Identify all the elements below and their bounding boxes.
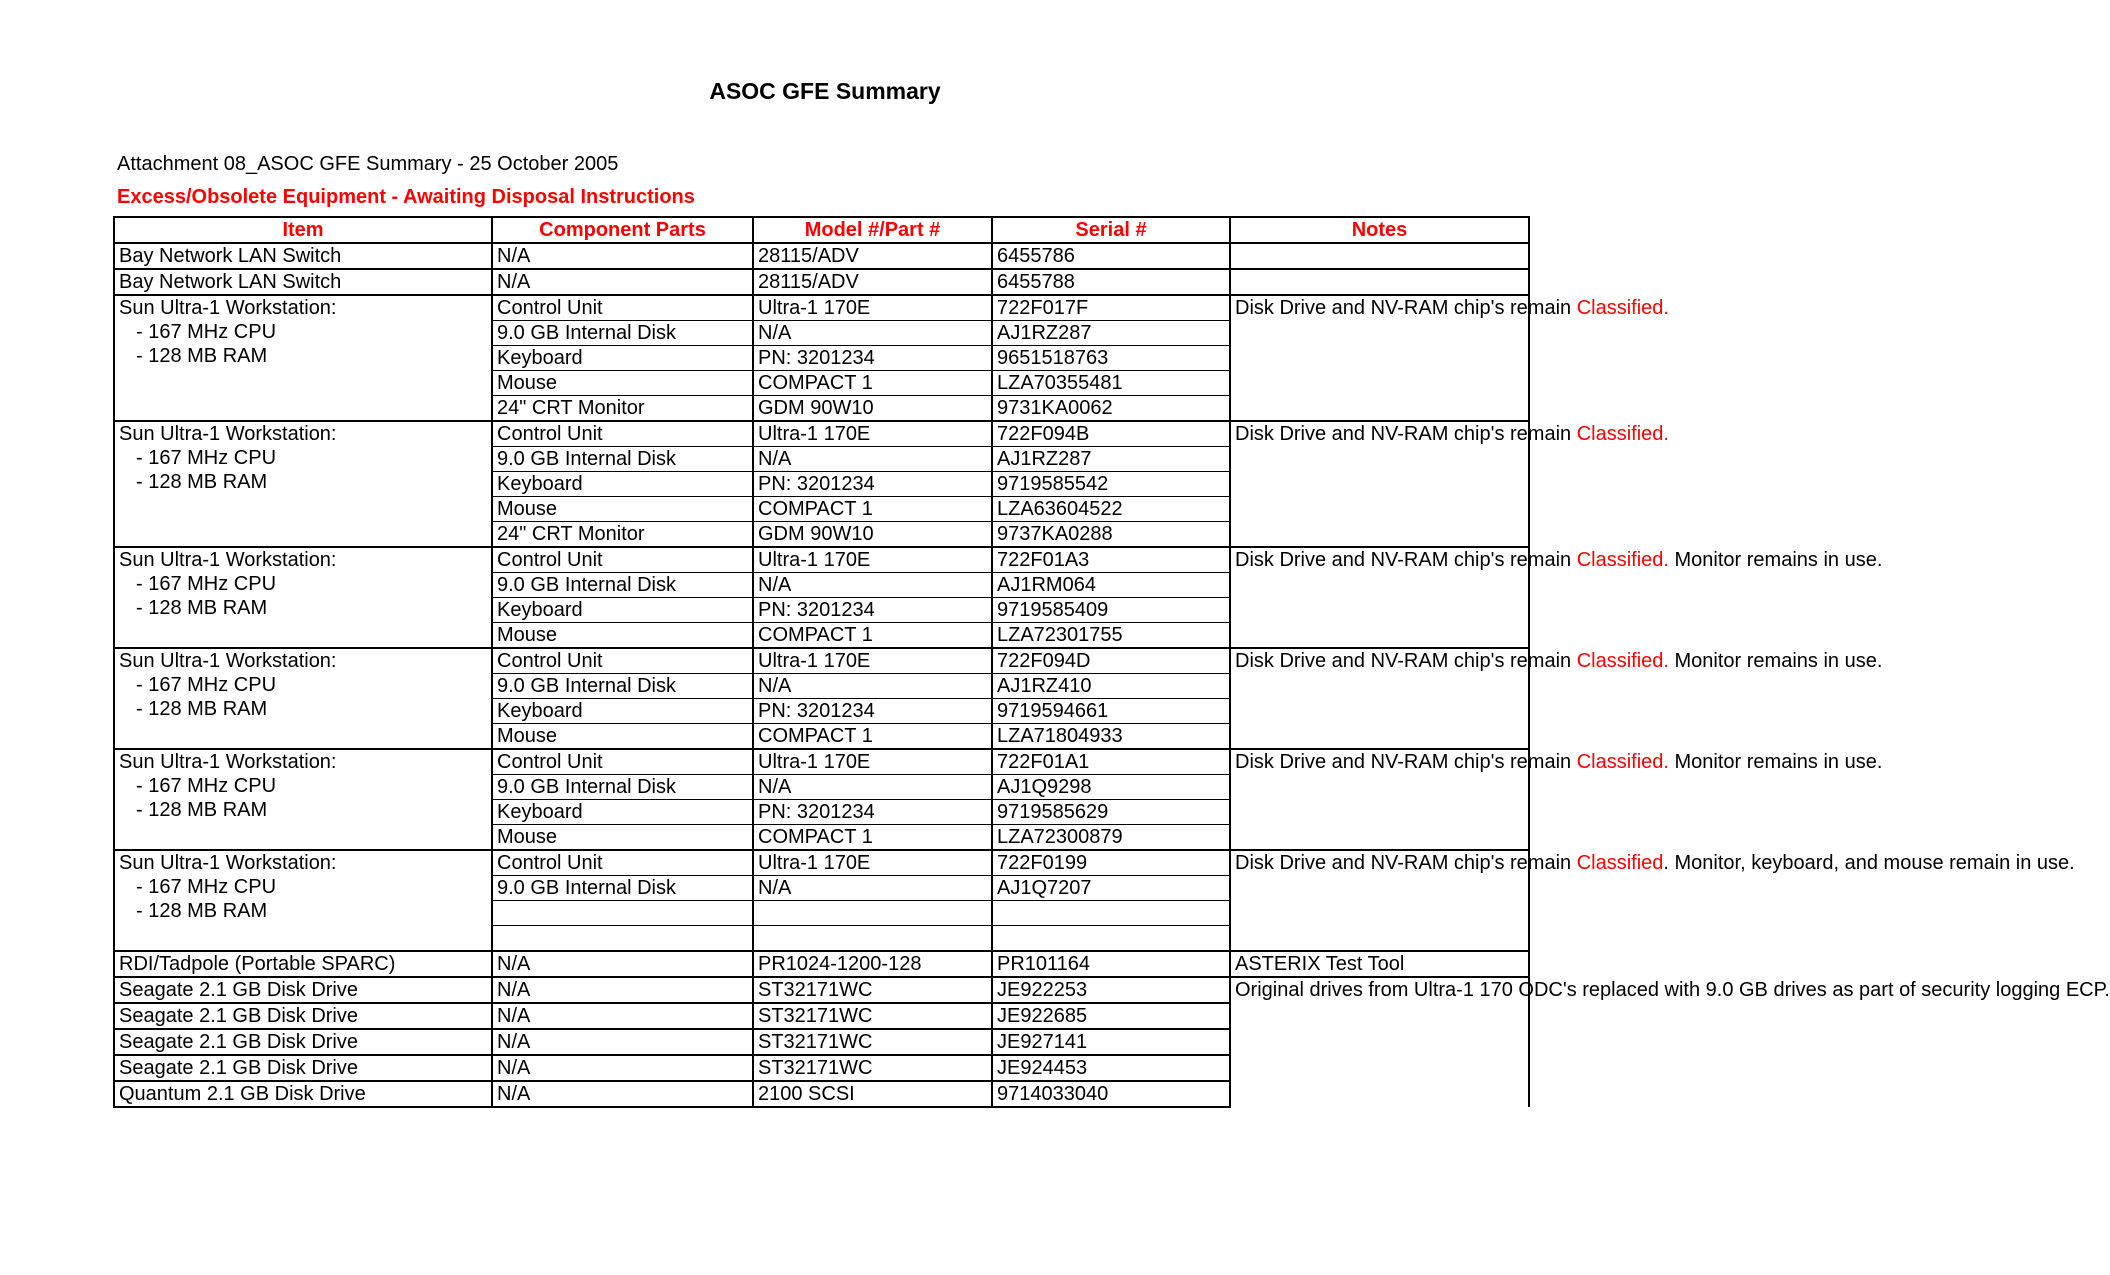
serial-cell: PR101164 [992,951,1230,977]
table-row [114,648,1529,674]
model-cell: PN: 3201234 [753,472,992,497]
item-cell [114,951,492,977]
component-part-cell: Mouse [492,623,753,649]
serial-cell [992,901,1230,926]
serial-cell: AJ1RZ287 [992,447,1230,472]
serial-cell: JE927141 [992,1029,1230,1055]
component-part-cell: 9.0 GB Internal Disk [492,573,753,598]
item-spec: - 128 MB RAM [136,471,268,493]
component-part-cell: N/A [492,1081,753,1107]
component-part-cell: N/A [492,1055,753,1081]
component-part-cell: Keyboard [492,472,753,497]
item-spec: - 128 MB RAM [136,900,268,922]
component-part-cell: 9.0 GB Internal Disk [492,775,753,800]
serial-cell: JE922253 [992,977,1230,1003]
model-cell: Ultra-1 170E [753,295,992,321]
notes-cell [1230,749,1883,850]
classified-label: Classified. [1576,549,1669,571]
serial-cell: 9714033040 [992,1081,1230,1107]
component-part-cell: N/A [492,1029,753,1055]
model-cell: COMPACT 1 [753,497,992,522]
model-cell: GDM 90W10 [753,522,992,548]
table-row [114,951,1529,977]
model-cell: PN: 3201234 [753,800,992,825]
item-spec: - 128 MB RAM [136,698,268,720]
model-cell: PN: 3201234 [753,598,992,623]
classified-label: Classified. [1576,423,1669,445]
section-heading: Excess/Obsolete Equipment - Awaiting Disposal Instructions [117,186,695,208]
table-row [114,547,1529,573]
component-part-cell: Keyboard [492,800,753,825]
serial-cell: 9731KA0062 [992,396,1230,422]
notes-text: Disk Drive and NV-RAM chip's remain [1235,751,1577,773]
component-part-cell: Mouse [492,497,753,522]
serial-cell: JE924453 [992,1055,1230,1081]
model-cell: N/A [753,447,992,472]
table-row [114,850,1529,876]
item-cell [114,269,492,295]
component-part-cell: Control Unit [492,749,753,775]
model-cell: ST32171WC [753,1029,992,1055]
classified-label: Classified. [1576,650,1669,672]
table-body [114,243,2110,1107]
serial-cell: AJ1Q7207 [992,876,1230,901]
model-cell: Ultra-1 170E [753,648,992,674]
model-cell: Ultra-1 170E [753,547,992,573]
model-cell: N/A [753,573,992,598]
notes-cell [1230,243,1529,269]
component-part-cell: 24" CRT Monitor [492,396,753,422]
model-cell: PR1024-1200-128 [753,951,992,977]
table-row [114,977,1529,1003]
notes-cell [1230,850,2075,951]
model-cell: GDM 90W10 [753,396,992,422]
model-cell: Ultra-1 170E [753,850,992,876]
model-cell: COMPACT 1 [753,371,992,396]
classified-label: Classified. [1576,297,1669,319]
component-part-cell: Keyboard [492,699,753,724]
item-name: Sun Ultra-1 Workstation: [119,297,337,319]
component-part-cell: Control Unit [492,850,753,876]
serial-cell: LZA71804933 [992,724,1230,750]
serial-cell: 722F0199 [992,850,1230,876]
serial-cell: LZA72300879 [992,825,1230,851]
model-cell: Ultra-1 170E [753,421,992,447]
item-spec: - 167 MHz CPU [136,876,277,898]
serial-cell [992,926,1230,952]
component-part-cell: N/A [492,269,753,295]
column-header-model: Model #/Part # [753,217,992,243]
classified-label: Classified. [1576,751,1669,773]
notes-text-tail: Monitor remains in use. [1668,650,1883,672]
notes-text: Disk Drive and NV-RAM chip's remain [1235,650,1577,672]
item-name: Sun Ultra-1 Workstation: [119,423,337,445]
serial-cell: 9737KA0288 [992,522,1230,548]
model-cell [753,926,992,952]
item-cell [114,295,492,421]
model-cell: 2100 SCSI [753,1081,992,1107]
component-part-cell: 9.0 GB Internal Disk [492,447,753,472]
item-spec: - 167 MHz CPU [136,573,277,595]
gfe-summary-table [113,216,2110,1108]
model-cell: ST32171WC [753,1003,992,1029]
column-header-item: Item [114,217,492,243]
serial-cell: JE922685 [992,1003,1230,1029]
item-name: Sun Ultra-1 Workstation: [119,751,337,773]
component-part-cell: N/A [492,977,753,1003]
component-part-cell: Control Unit [492,648,753,674]
component-part-cell: N/A [492,1003,753,1029]
notes-text: Disk Drive and NV-RAM chip's remain [1235,297,1577,319]
item-name: Sun Ultra-1 Workstation: [119,650,337,672]
serial-cell: 9719585542 [992,472,1230,497]
item-cell: Quantum 2.1 GB Disk Drive [114,1081,492,1107]
item-spec: - 167 MHz CPU [136,775,277,797]
item-cell [114,850,492,951]
model-cell: COMPACT 1 [753,623,992,649]
table-row [114,749,1529,775]
table-row [114,243,1529,269]
serial-cell: 9651518763 [992,346,1230,371]
component-part-cell: 24" CRT Monitor [492,522,753,548]
serial-cell: 9719585629 [992,800,1230,825]
attachment-subtitle: Attachment 08_ASOC GFE Summary - 25 October 2005 [117,153,619,175]
header-row [114,217,1529,243]
notes-cell [1230,295,1669,421]
item-cell: Seagate 2.1 GB Disk Drive [114,977,492,1003]
component-part-cell: Keyboard [492,346,753,371]
item-cell: Seagate 2.1 GB Disk Drive [114,1003,492,1029]
serial-cell: AJ1RZ410 [992,674,1230,699]
component-part-cell: N/A [492,951,753,977]
item-spec: - 128 MB RAM [136,799,268,821]
serial-cell: 722F094D [992,648,1230,674]
column-header-component-parts: Component Parts [492,217,753,243]
model-cell: ST32171WC [753,977,992,1003]
page-title: ASOC GFE Summary [709,78,941,104]
serial-cell: 6455786 [992,243,1230,269]
notes-text-tail: . Monitor, keyboard, and mouse remain in use. [1663,852,2075,874]
notes-cell [1230,547,1883,648]
serial-cell: 6455788 [992,269,1230,295]
notes-text: Disk Drive and NV-RAM chip's remain [1235,423,1577,445]
item-cell [114,421,492,547]
model-cell: 28115/ADV [753,269,992,295]
notes-cell [1230,951,1529,977]
serial-cell: AJ1RZ287 [992,321,1230,346]
item-spec: - 167 MHz CPU [136,674,277,696]
item-cell: Seagate 2.1 GB Disk Drive [114,1029,492,1055]
item-cell [114,547,492,648]
table-row [114,295,1529,321]
notes-cell [1230,648,1883,749]
table-row [114,269,1529,295]
serial-cell: 722F094B [992,421,1230,447]
serial-cell: 722F01A3 [992,547,1230,573]
column-header-serial: Serial # [992,217,1230,243]
notes-cell [1230,421,1669,547]
item-spec: - 167 MHz CPU [136,321,277,343]
model-cell: ST32171WC [753,1055,992,1081]
component-part-cell [492,901,753,926]
serial-cell: AJ1Q9298 [992,775,1230,800]
item-spec: - 128 MB RAM [136,345,268,367]
component-part-cell: Control Unit [492,547,753,573]
model-cell: Ultra-1 170E [753,749,992,775]
model-cell: N/A [753,674,992,699]
model-cell: PN: 3201234 [753,346,992,371]
component-part-cell: Keyboard [492,598,753,623]
component-part-cell [492,926,753,952]
model-cell: 28115/ADV [753,243,992,269]
model-cell: COMPACT 1 [753,724,992,750]
notes-text-tail: Monitor remains in use. [1668,751,1883,773]
item-cell [114,749,492,850]
component-part-cell: Mouse [492,371,753,396]
component-part-cell: 9.0 GB Internal Disk [492,674,753,699]
component-part-cell: Control Unit [492,421,753,447]
component-part-cell: 9.0 GB Internal Disk [492,876,753,901]
model-cell: N/A [753,876,992,901]
serial-cell: 9719594661 [992,699,1230,724]
model-cell: N/A [753,321,992,346]
serial-cell: AJ1RM064 [992,573,1230,598]
table-row [114,421,1529,447]
model-cell: N/A [753,775,992,800]
serial-cell: 9719585409 [992,598,1230,623]
notes-text: Disk Drive and NV-RAM chip's remain [1235,549,1577,571]
component-part-cell: Mouse [492,825,753,851]
notes-text: ASTERIX Test Tool [1235,953,1405,975]
item-name: Bay Network LAN Switch [119,245,342,267]
item-spec: - 167 MHz CPU [136,447,277,469]
notes-cell: Original drives from Ultra-1 170 ODC's replaced with 9.0 GB drives as part of security logging ECP. [1230,977,1529,1107]
serial-cell: 722F017F [992,295,1230,321]
serial-cell: 722F01A1 [992,749,1230,775]
item-cell [114,648,492,749]
model-cell: COMPACT 1 [753,825,992,851]
classified-label: Classified [1576,852,1664,874]
item-name: RDI/Tadpole (Portable SPARC) [119,953,396,975]
item-spec: - 128 MB RAM [136,597,268,619]
item-cell: Seagate 2.1 GB Disk Drive [114,1055,492,1081]
component-part-cell: Mouse [492,724,753,750]
item-name: Bay Network LAN Switch [119,271,342,293]
serial-cell: LZA70355481 [992,371,1230,396]
item-name: Sun Ultra-1 Workstation: [119,549,337,571]
serial-cell: LZA72301755 [992,623,1230,649]
notes-cell [1230,269,1529,295]
serial-cell: LZA63604522 [992,497,1230,522]
component-part-cell: Control Unit [492,295,753,321]
notes-text-tail: Monitor remains in use. [1668,549,1883,571]
notes-text: Disk Drive and NV-RAM chip's remain [1235,852,1577,874]
column-header-notes: Notes [1230,217,1529,243]
item-name: Sun Ultra-1 Workstation: [119,852,337,874]
item-cell [114,243,492,269]
model-cell: PN: 3201234 [753,699,992,724]
component-part-cell: 9.0 GB Internal Disk [492,321,753,346]
model-cell [753,901,992,926]
component-part-cell: N/A [492,243,753,269]
